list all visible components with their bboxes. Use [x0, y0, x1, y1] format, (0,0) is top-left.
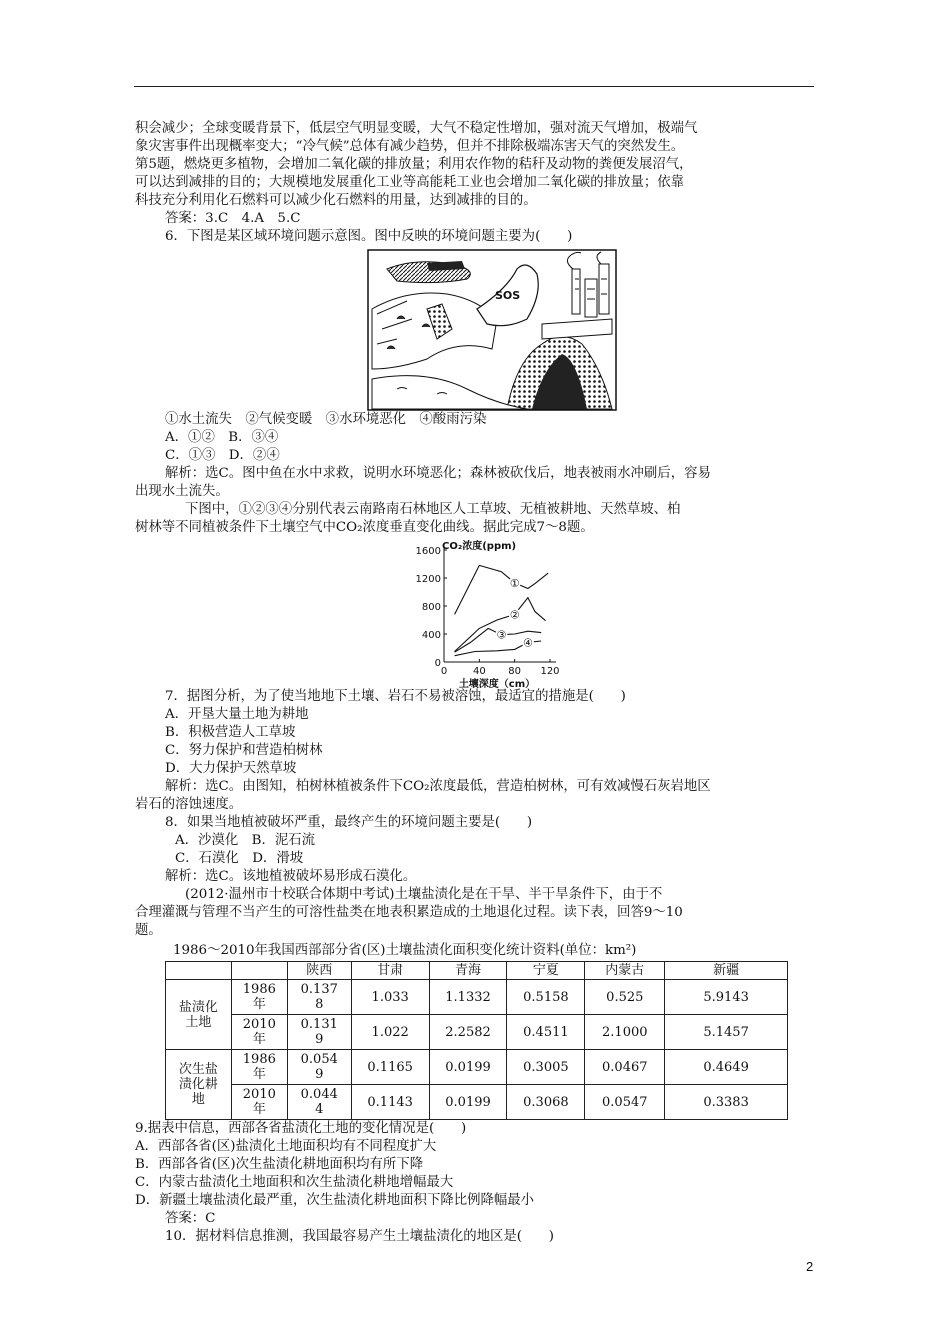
intro-7-8: 下图中，①②③④分别代表云南路南石林地区人工草坡、无植被耕地、天然草坡、柏	[185, 502, 681, 517]
header-cell: 内蒙古	[585, 962, 665, 980]
q7-analysis-cont: 岩石的溶蚀速度。	[135, 797, 243, 812]
group-label: 盐渍化土地	[166, 980, 232, 1050]
value-cell: 0.3005	[507, 1050, 585, 1085]
series-label: ③	[496, 628, 507, 642]
header-cell	[231, 962, 287, 980]
value-cell: 0.1378	[287, 980, 351, 1015]
salinization-table	[165, 961, 788, 1120]
value-cell: 0.1165	[351, 1050, 429, 1085]
table-row	[166, 980, 788, 1015]
series-label: ①	[509, 576, 520, 590]
table-row	[166, 1085, 788, 1120]
value-cell: 0.1143	[351, 1085, 429, 1120]
value-cell: 2.2582	[429, 1015, 507, 1050]
value-cell: 0.0199	[429, 1050, 507, 1085]
q7-option-a: A．开垦大量土地为耕地	[165, 707, 309, 722]
text-line: 象灾害事件出现概率变大；“冷气候”总体有减少趋势，但并不排除极端冻害天气的突然发生。	[135, 139, 685, 154]
value-cell: 0.3068	[507, 1085, 585, 1120]
q7-option-c: C．努力保护和营造柏树林	[165, 743, 323, 758]
q7-analysis: 解析：选C。由图知，柏树林植被条件下CO₂浓度最低，营造柏树林，可有效减慢石灰岩地区	[165, 779, 711, 794]
q9-option-a: A．西部各省(区)盐渍化土地面积均有不同程度扩大	[135, 1139, 437, 1154]
x-axis-label: 土壤深度（cm）	[458, 679, 536, 688]
value-cell: 1.1332	[429, 980, 507, 1015]
q6-options-cd: C．①③ D．②④	[165, 448, 280, 463]
header-cell	[166, 962, 232, 980]
q7-option-d: D．大力保护天然草坡	[165, 761, 297, 776]
table-header-row	[166, 962, 788, 980]
q9-option-d: D．新疆土壤盐渍化最严重，次生盐渍化耕地面积下降比例降幅最小	[135, 1193, 535, 1208]
q6-items: ①水土流失 ②气候变暖 ③水环境恶化 ④酸雨污染	[165, 412, 487, 427]
intro-9-10-cont: 合理灌溉与管理不当产生的可溶性盐类在地表积累造成的土地退化过程。读下表，回答9～10	[135, 905, 683, 920]
q8-stem: 8．如果当地植被破坏严重，最终产生的环境问题主要是( )	[165, 815, 533, 830]
series-label: ②	[509, 608, 520, 622]
value-cell: 0.0199	[429, 1085, 507, 1120]
y-tick-label: 800	[421, 602, 441, 613]
q9-option-c: C．内蒙古盐渍化土地面积和次生盐渍化耕地增幅最大	[135, 1175, 454, 1190]
value-cell: 2.1000	[585, 1015, 665, 1050]
value-cell: 0.525	[585, 980, 665, 1015]
value-cell: 5.9143	[665, 980, 788, 1015]
header-cell: 甘肃	[351, 962, 429, 980]
text-line: 积会减少；全球变暖背景下，低层空气明显变暖，大气不稳定性增加，强对流天气增加，极端气	[135, 121, 698, 136]
value-cell: 0.5158	[507, 980, 585, 1015]
value-cell: 0.3383	[665, 1085, 788, 1120]
q6-options-ab: A．①② B．③④	[165, 430, 279, 445]
series-label: ④	[522, 636, 533, 650]
y-tick-label: 1600	[415, 546, 441, 557]
q6-analysis: 解析：选C。图中鱼在水中求救，说明水环境恶化；森林被砍伐后，地表被雨水冲刷后，容易	[165, 466, 711, 481]
q8-options-cd: C．石漠化 D．滑坡	[175, 851, 304, 866]
text-line: 第5题，燃烧更多植物，会增加二氧化碳的排放量；利用农作物的秸秆及动物的粪便发展沼气，	[135, 157, 693, 172]
x-tick-label: 40	[472, 666, 486, 677]
value-cell: 0.4511	[507, 1015, 585, 1050]
environment-illustration	[367, 249, 617, 411]
value-cell: 0.0547	[585, 1085, 665, 1120]
sos-label: SOS	[495, 289, 521, 302]
value-cell: 5.1457	[665, 1015, 788, 1050]
table-row	[166, 1015, 788, 1050]
intro-7-8-cont: 树林等不同植被条件下土壤空气中CO₂浓度垂直变化曲线。据此完成7～8题。	[135, 520, 594, 535]
q8-options-ab: A．沙漠化 B．泥石流	[175, 833, 316, 848]
environment-sketch	[367, 249, 617, 411]
q7-stem: 7．据图分析，为了使当地地下土壤、岩石不易被溶蚀，最适宜的措施是( )	[165, 689, 626, 704]
value-cell: 0.0467	[585, 1050, 665, 1085]
series-line	[455, 565, 549, 614]
value-cell: 1.033	[351, 980, 429, 1015]
year-cell: 1986年	[231, 980, 287, 1015]
header-cell: 青海	[429, 962, 507, 980]
intro-9-10-end: 题。	[135, 923, 162, 938]
x-tick-label: 80	[508, 666, 522, 677]
table-caption: 1986～2010年我国西部部分省(区)土壤盐渍化面积变化统计资料(单位：km²)	[173, 943, 637, 958]
answer-3-5: 答案：3.C 4.A 5.C	[165, 211, 301, 226]
x-tick-label: 0	[440, 666, 448, 677]
co2-chart-svg	[400, 540, 575, 688]
header-rule	[134, 86, 814, 87]
y-axis-label: CO₂浓度(ppm)	[442, 541, 517, 552]
q6-stem: 6．下图是某区域环境问题示意图。图中反映的环境问题主要为( )	[165, 229, 573, 244]
y-tick-label: 400	[421, 630, 441, 641]
table-row	[166, 1050, 788, 1085]
text-line: 可以达到减排的目的；大规模地发展重化工业等高能耗工业也会增加二氧化碳的排放量；依靠	[135, 175, 685, 190]
q9-stem: 9.据表中信息，西部各省盐渍化土地的变化情况是( )	[135, 1121, 467, 1136]
intro-9-10: (2012·温州市十校联合体期中考试)土壤盐渍化是在干旱、半干旱条件下，由于不	[185, 887, 663, 902]
value-cell: 0.1319	[287, 1015, 351, 1050]
x-tick-label: 120	[540, 666, 560, 677]
co2-chart	[400, 540, 575, 688]
year-cell: 2010年	[231, 1085, 287, 1120]
y-tick-label: 1200	[415, 574, 441, 585]
q8-analysis: 解析：选C。该地植被破坏易形成石漠化。	[165, 869, 417, 884]
header-cell: 宁夏	[507, 962, 585, 980]
q6-analysis-cont: 出现水土流失。	[135, 484, 229, 499]
q9-answer: 答案：C	[165, 1211, 216, 1226]
q10-stem: 10．据材料信息推测，我国最容易产生土壤盐渍化的地区是( )	[165, 1229, 555, 1244]
y-tick-label: 0	[434, 658, 441, 669]
text-line: 科技充分利用化石燃料可以减少化石燃料的用量，达到减排的目的。	[135, 193, 537, 208]
q7-option-b: B．积极营造人工草坡	[165, 725, 296, 740]
value-cell: 0.4649	[665, 1050, 788, 1085]
header-cell: 新疆	[665, 962, 788, 980]
value-cell: 0.0549	[287, 1050, 351, 1085]
page-body	[135, 120, 815, 1246]
year-cell: 2010年	[231, 1015, 287, 1050]
page-number: 2	[806, 1259, 814, 1274]
header-cell: 陕西	[287, 962, 351, 980]
value-cell: 1.022	[351, 1015, 429, 1050]
q9-option-b: B．西部各省(区)次生盐渍化耕地面积均有所下降	[135, 1157, 424, 1172]
group-label: 次生盐渍化耕地	[166, 1050, 232, 1120]
year-cell: 1986年	[231, 1050, 287, 1085]
value-cell: 0.0444	[287, 1085, 351, 1120]
